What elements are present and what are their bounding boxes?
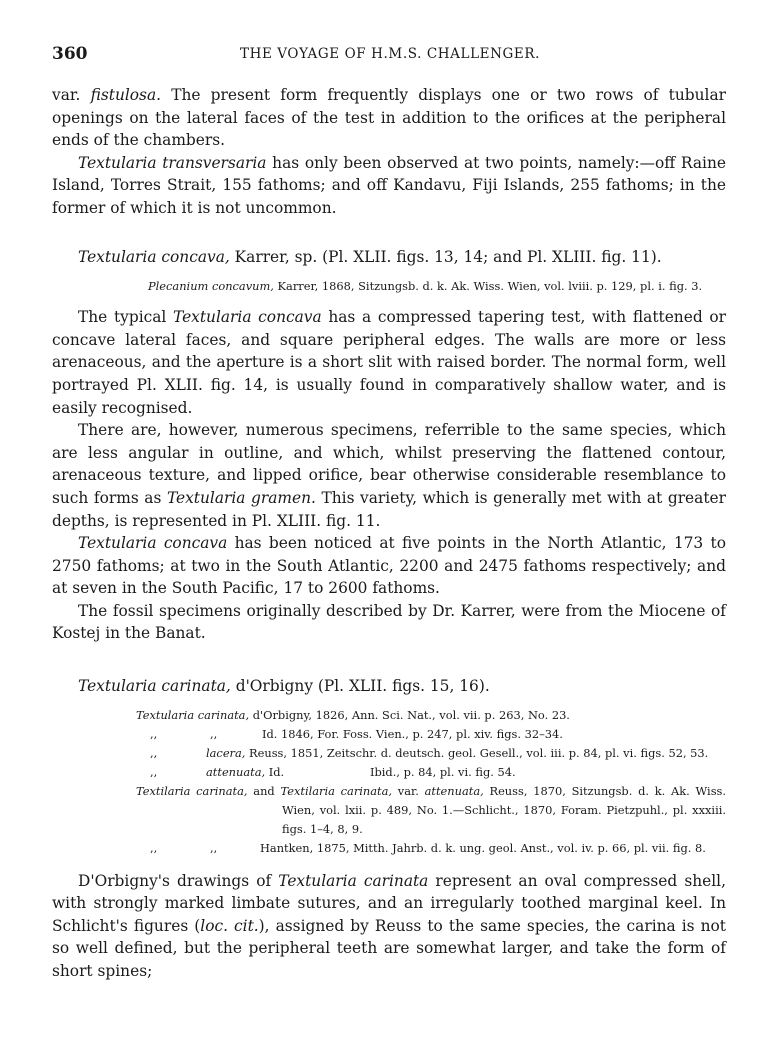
synonymy-entry: Textularia carinata, d'Orbigny, 1826, Ann. Sci. Nat., vol. vii. p. 263, No. 23. bbox=[136, 707, 570, 722]
page-body bbox=[52, 84, 726, 983]
synonymy-entry: ,, lacera, Reuss, 1851, Zeitschr. d. deutsch. geol. Gesell., vol. iii. p. 84, pl. vi. figs. 52, 53. bbox=[150, 745, 709, 760]
synonymy-entry: ,, ,, Id. 1846, For. Foss. Vien., p. 247, pl. xiv. figs. 32–34. bbox=[150, 726, 563, 741]
paragraph-concava-description: The typical Textularia concava has a compressed tapering test, with flattened or concave lateral faces, and square peripheral edges. The walls are more or less arenaceous, and the aperture is a short slit with raised border. The normal form, well portrayed Pl. XLII. fig. 14, is usually found in comparatively shallow water, and is easily recognised. bbox=[52, 308, 726, 417]
synonymy-carinata bbox=[136, 706, 726, 858]
section-heading-carinata: Textularia carinata, d'Orbigny (Pl. XLII. figs. 15, 16). bbox=[78, 677, 490, 696]
paragraph-carinata-description: D'Orbigny's drawings of Textularia carinata represent an oval compressed shell, with strongly marked limbate sutures, and an irregularly toothed marginal keel. In Schlicht's figures (loc. cit.), assigned by Reuss to the same species, the carina is not so well defined, but the peripheral teeth are somewhat larger, and take the form of short spines; bbox=[52, 871, 726, 981]
section-heading-concava: Textularia concava, Karrer, sp. (Pl. XLII. figs. 13, 14; and Pl. XLIII. fig. 11). bbox=[78, 247, 662, 266]
paragraph-concava-fossil: The fossil specimens originally described by Dr. Karrer, were from the Miocene of Kostej in the Banat. bbox=[52, 601, 726, 643]
synonymy-entry: ,, ,, Hantken, 1875, Mitth. Jahrb. d. k. ung. geol. Anst., vol. iv. p. 66, pl. vii. fig. 8. bbox=[150, 840, 706, 855]
paragraph-transversaria: Textularia transversaria has only been observed at two points, namely:—off Raine Island, Torres Strait, 155 fathoms; and off Kandavu, Fiji Islands, 255 fathoms; in the former of which it is not uncommon. bbox=[52, 153, 726, 217]
synonymy-entry: ,, attenuata, Id. Ibid., p. 84, pl. vi. fig. 54. bbox=[150, 764, 516, 779]
synonymy-entry: Plecanium concavum, Karrer, 1868, Sitzungsb. d. k. Ak. Wiss. Wien, vol. lviii. p. 129, pl. i. fig. 3. bbox=[148, 279, 703, 294]
paragraph-concava-distribution: Textularia concava has been noticed at five points in the North Atlantic, 173 to 2750 fathoms; at two in the South Atlantic, 2200 and 2475 fathoms respectively; and at seven in the South Pacific, 17 to 2600 fathoms. bbox=[52, 534, 726, 598]
paragraph-concava-variety: There are, however, numerous specimens, referrible to the same species, which are less angular in outline, and which, whilst preserving the flattened contour, arenaceous texture, and lipped orifice, bear otherwise considerable resemblance to such forms as Textularia gramen. This variety, which is generally met with at greater depths, is represented in Pl. XLIII. fig. 11. bbox=[52, 421, 726, 530]
page-number: 360 bbox=[52, 44, 88, 64]
running-title: THE VOYAGE OF H.M.S. CHALLENGER. bbox=[239, 46, 541, 62]
running-header bbox=[52, 44, 728, 70]
paragraph-fistulosa: var. fistulosa. The present form frequently displays one or two rows of tubular openings on the lateral faces of the test in addition to the orifices at the peripheral ends of the chambers. bbox=[52, 86, 726, 150]
synonymy-entry: Textilaria carinata, and Textilaria carinata, var. attenuata, Reuss, 1870, Sitzungsb. d. k. Ak. Wiss. Wien, vol. lxii. p. 489, No. 1.—Schlicht., 1870, Foram. Pietzpuhl., pl. xxxiii. figs. 1–4, 8, 9. bbox=[136, 783, 727, 836]
synonymy-concava bbox=[138, 277, 726, 296]
